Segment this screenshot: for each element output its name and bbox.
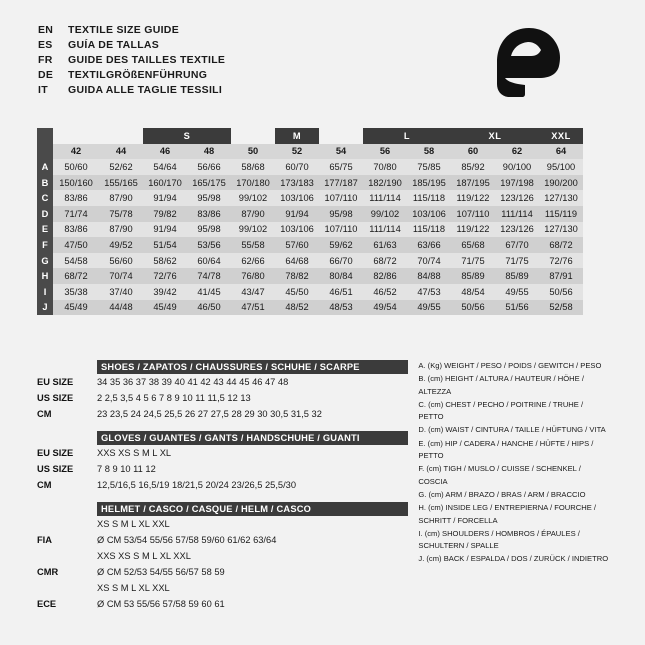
cell: 49/52 — [99, 237, 143, 253]
shoes-row-label-cm: CM — [37, 409, 52, 419]
cell: 95/100 — [539, 159, 583, 175]
header-lang-code: IT — [38, 84, 48, 96]
row-label-g: G — [37, 253, 53, 269]
cell: 107/110 — [319, 222, 363, 238]
cell: 74/78 — [187, 268, 231, 284]
cell: 107/110 — [319, 190, 363, 206]
gloves-table — [37, 445, 408, 493]
cell: 182/190 — [363, 175, 407, 191]
shoes-row-label-us: US SIZE — [37, 393, 74, 403]
cell: 87/90 — [231, 206, 275, 222]
row-label-f: F — [37, 237, 53, 253]
header-row — [38, 84, 225, 96]
group-cell-blank3 — [99, 128, 143, 144]
row-label-a: A — [37, 159, 53, 175]
table-group-header-row — [37, 128, 609, 144]
cell: 71/75 — [495, 253, 539, 269]
group-label-l: L — [363, 128, 451, 144]
number-header-54: 54 — [319, 144, 363, 160]
cell: 190/200 — [539, 175, 583, 191]
group-label-m: M — [275, 128, 319, 144]
cell: 115/119 — [539, 206, 583, 222]
table-row — [37, 516, 408, 532]
header — [38, 24, 225, 99]
table-row — [37, 206, 609, 222]
cell: 63/66 — [407, 237, 451, 253]
legend-column — [408, 360, 609, 621]
group-cell-gap1 — [231, 128, 275, 144]
helmet-table — [37, 516, 408, 612]
cell: 68/72 — [363, 253, 407, 269]
table-row — [37, 548, 408, 564]
cell: 43/47 — [231, 284, 275, 300]
legend-item-a: A. (Kg) WEIGHT / PESO / POIDS / GEWITCH / PESO — [418, 361, 602, 370]
cell: 90/100 — [495, 159, 539, 175]
helmet-row-label-ece: ECE — [37, 599, 57, 609]
cell: 72/76 — [143, 268, 187, 284]
lower-section — [37, 360, 609, 621]
shoes-title: SHOES / ZAPATOS / CHAUSSURES / SCHUHE / SCARPE — [97, 360, 408, 374]
number-header-64: 64 — [539, 144, 583, 160]
cell: 82/86 — [363, 268, 407, 284]
cell: 91/94 — [143, 222, 187, 238]
table-row — [37, 596, 408, 612]
cell: 150/160 — [53, 175, 99, 191]
legend-item-h: H. (cm) INSIDE LEG / ENTREPIERNA / FOURCHE / SCHRITT / FORCELLA — [418, 503, 597, 525]
lower-left-column — [37, 360, 408, 621]
header-title-fr: GUIDE DES TAILLES TEXTILE — [68, 54, 226, 66]
table-row — [37, 580, 408, 596]
cell: 107/110 — [451, 206, 495, 222]
cell: 49/55 — [495, 284, 539, 300]
cell: 48/53 — [319, 300, 363, 316]
cell: 127/130 — [539, 222, 583, 238]
cell: 70/74 — [407, 253, 451, 269]
cell: 35/38 — [53, 284, 99, 300]
cell: 62/66 — [231, 253, 275, 269]
helmet-size-header-1: XS S M L XL XXL — [97, 519, 170, 529]
cell: 45/49 — [53, 300, 99, 316]
cell: 71/74 — [53, 206, 99, 222]
cell: 127/130 — [539, 190, 583, 206]
cell: 187/195 — [451, 175, 495, 191]
header-lang-code: DE — [38, 69, 54, 81]
cell: 45/50 — [275, 284, 319, 300]
cell: 123/126 — [495, 222, 539, 238]
cell: 65/68 — [451, 237, 495, 253]
helmet-block — [37, 502, 408, 612]
shoes-row-values-us: 2 2,5 3,5 4 5 6 7 8 9 10 11 11,5 12 13 — [97, 393, 251, 403]
number-header-58: 58 — [407, 144, 451, 160]
helmet-size-header-2: XXS XS S M L XL XXL — [97, 551, 191, 561]
helmet-row-label-blank2 — [37, 548, 97, 564]
cell: 61/63 — [363, 237, 407, 253]
cell: 91/94 — [275, 206, 319, 222]
header-row — [38, 39, 225, 51]
legend-item-e: E. (cm) HIP / CADERA / HANCHE / HÜFTE / HIPS / PETTO — [418, 438, 594, 461]
number-header-56: 56 — [363, 144, 407, 160]
header-row — [38, 54, 225, 66]
cell: 52/58 — [539, 300, 583, 316]
gloves-row-label-cm: CM — [37, 480, 52, 490]
cell: 47/53 — [407, 284, 451, 300]
cell: 83/86 — [53, 190, 99, 206]
gloves-row-label-eu: EU SIZE — [37, 448, 74, 458]
row-label-d: D — [37, 206, 53, 222]
table-row — [37, 477, 408, 493]
gloves-title: GLOVES / GUANTES / GANTS / HANDSCHUHE / GUANTI — [97, 431, 408, 445]
cell: 48/54 — [451, 284, 495, 300]
cell: 56/66 — [187, 159, 231, 175]
cell: 70/74 — [99, 268, 143, 284]
cell: 197/198 — [495, 175, 539, 191]
table-row — [37, 390, 408, 406]
table-row — [37, 190, 609, 206]
cell: 50/56 — [539, 284, 583, 300]
cell: 50/60 — [53, 159, 99, 175]
cell: 84/88 — [407, 268, 451, 284]
number-header-62: 62 — [495, 144, 539, 160]
gloves-row-values-eu: XXS XS S M L XL — [97, 448, 172, 458]
table-row — [37, 268, 609, 284]
cell: 51/56 — [495, 300, 539, 316]
cell: 119/122 — [451, 222, 495, 238]
cell: 47/50 — [53, 237, 99, 253]
legend-item-d: D. (cm) WAIST / CINTURA / TAILLE / HÜFTUNG / VITA — [418, 425, 606, 435]
cell: 103/106 — [275, 190, 319, 206]
table-row — [37, 222, 609, 238]
table-row — [37, 406, 408, 422]
cell: 68/72 — [539, 237, 583, 253]
cell: 87/90 — [99, 222, 143, 238]
cell: 95/98 — [187, 190, 231, 206]
cell: 58/68 — [231, 159, 275, 175]
table-number-header-row — [37, 144, 609, 160]
cell: 68/72 — [53, 268, 99, 284]
group-label-xl: XL — [451, 128, 539, 144]
cell: 76/80 — [231, 268, 275, 284]
cell: 45/49 — [143, 300, 187, 316]
cell: 51/54 — [143, 237, 187, 253]
cell: 87/91 — [539, 268, 583, 284]
cell: 119/122 — [451, 190, 495, 206]
cell: 37/40 — [99, 284, 143, 300]
cell: 41/45 — [187, 284, 231, 300]
cell: 46/51 — [319, 284, 363, 300]
header-lang-code: ES — [38, 39, 53, 51]
number-header-52: 52 — [275, 144, 319, 160]
helmet-row-values-fia: Ø CM 53/54 55/56 57/58 59/60 61/62 63/64 — [97, 535, 277, 545]
helmet-size-header-3: XS S M L XL XXL — [97, 583, 170, 593]
cell: 52/62 — [99, 159, 143, 175]
cell: 95/98 — [319, 206, 363, 222]
helmet-row-values-ece: Ø CM 53 55/56 57/58 59 60 61 — [97, 599, 225, 609]
cell: 103/106 — [407, 206, 451, 222]
cell: 60/70 — [275, 159, 319, 175]
cell: 103/106 — [275, 222, 319, 238]
gloves-row-label-us: US SIZE — [37, 464, 74, 474]
cell: 173/183 — [275, 175, 319, 191]
size-table — [37, 128, 609, 315]
legend-item-c: C. (cm) CHEST / PECHO / POITRINE / TRUHE / PETTO — [418, 399, 584, 422]
header-lang-code: FR — [38, 54, 53, 66]
cell: 165/175 — [187, 175, 231, 191]
helmet-row-values-cmr: Ø CM 52/53 54/55 56/57 58 59 — [97, 567, 225, 577]
number-header-50: 50 — [231, 144, 275, 160]
helmet-title: HELMET / CASCO / CASQUE / HELM / CASCO — [97, 502, 408, 516]
table-row — [37, 532, 408, 548]
cell: 44/48 — [99, 300, 143, 316]
header-row — [38, 24, 225, 36]
row-label-h: H — [37, 268, 53, 284]
header-title-de: TEXTILGRÖßENFÜHRUNG — [68, 69, 208, 81]
cell: 80/84 — [319, 268, 363, 284]
table-row — [37, 253, 609, 269]
shoes-row-values-cm: 23 23,5 24 24,5 25,5 26 27 27,5 28 29 30 30,5 31,5 32 — [97, 409, 322, 419]
helmet-icon — [491, 26, 567, 104]
cell: 49/55 — [407, 300, 451, 316]
cell: 99/102 — [231, 222, 275, 238]
table-row — [37, 284, 609, 300]
table-row — [37, 175, 609, 191]
header-title-en: TEXTILE SIZE GUIDE — [68, 24, 179, 36]
cell: 111/114 — [495, 206, 539, 222]
table-row — [37, 374, 408, 390]
cell: 155/165 — [99, 175, 143, 191]
cell: 55/58 — [231, 237, 275, 253]
group-cell-gap3 — [583, 128, 609, 144]
cell: 79/82 — [143, 206, 187, 222]
cell: 72/76 — [539, 253, 583, 269]
legend-item-i: I. (cm) SHOULDERS / HOMBROS / ÉPAULES / SCHULTERN / SPALLE — [418, 528, 580, 551]
measurement-legend — [418, 360, 609, 566]
cell: 95/98 — [187, 222, 231, 238]
table-row — [37, 300, 609, 316]
shoes-table — [37, 374, 408, 422]
cell: 185/195 — [407, 175, 451, 191]
table-row — [37, 237, 609, 253]
header-lang-code: EN — [38, 24, 54, 36]
cell: 85/89 — [495, 268, 539, 284]
row-label-j: J — [37, 300, 53, 316]
cell: 46/52 — [363, 284, 407, 300]
group-cell-blank2 — [53, 128, 99, 144]
shoes-row-values-eu: 34 35 36 37 38 39 40 41 42 43 44 45 46 47 48 — [97, 377, 289, 387]
cell: 160/170 — [143, 175, 187, 191]
shoes-row-label-eu: EU SIZE — [37, 377, 74, 387]
cell: 85/92 — [451, 159, 495, 175]
legend-item-b: B. (cm) HEIGHT / ALTURA / HAUTEUR / HÖHE / ALTEZZA — [418, 374, 584, 396]
cell: 66/70 — [319, 253, 363, 269]
number-header-blank — [37, 144, 53, 160]
number-header-44: 44 — [99, 144, 143, 160]
cell: 58/62 — [143, 253, 187, 269]
group-label-s: S — [143, 128, 231, 144]
number-header-48: 48 — [187, 144, 231, 160]
cell: 50/56 — [451, 300, 495, 316]
cell: 83/86 — [53, 222, 99, 238]
helmet-row-label-blank3 — [37, 580, 97, 596]
table-row — [37, 564, 408, 580]
group-label-xxl: XXL — [539, 128, 583, 144]
cell: 87/90 — [99, 190, 143, 206]
header-title-it: GUIDA ALLE TAGLIE TESSILI — [68, 84, 223, 96]
header-title-es: GUÍA DE TALLAS — [68, 39, 160, 51]
legend-item-g: G. (cm) ARM / BRAZO / BRAS / ARM / BRACCIO — [418, 489, 586, 499]
cell: 48/52 — [275, 300, 319, 316]
number-header-60: 60 — [451, 144, 495, 160]
cell: 60/64 — [187, 253, 231, 269]
main-size-table — [37, 128, 609, 315]
row-label-i: I — [37, 284, 53, 300]
helmet-header-label-blank — [37, 516, 97, 532]
group-cell-blank — [37, 128, 53, 144]
cell: 170/180 — [231, 175, 275, 191]
cell: 56/60 — [99, 253, 143, 269]
cell: 115/118 — [407, 222, 451, 238]
cell: 111/114 — [363, 222, 407, 238]
cell: 123/126 — [495, 190, 539, 206]
gloves-row-values-cm: 12,5/16,5 16,5/19 18/21,5 20/24 23/26,5 25,5/30 — [97, 480, 297, 490]
legend-item-f: F. (cm) TIGH / MUSLO / CUISSE / SCHENKEL / COSCIA — [418, 464, 581, 486]
gloves-block — [37, 431, 408, 493]
cell: 75/78 — [99, 206, 143, 222]
cell: 65/75 — [319, 159, 363, 175]
helmet-row-label-cmr: CMR — [37, 567, 59, 577]
cell: 53/56 — [187, 237, 231, 253]
cell: 78/82 — [275, 268, 319, 284]
group-cell-gap2 — [319, 128, 363, 144]
cell: 54/64 — [143, 159, 187, 175]
cell: 57/60 — [275, 237, 319, 253]
cell: 71/75 — [451, 253, 495, 269]
helmet-row-label-fia: FIA — [37, 535, 52, 545]
cell: 70/80 — [363, 159, 407, 175]
cell: 64/68 — [275, 253, 319, 269]
number-header-42: 42 — [53, 144, 99, 160]
gloves-row-values-us: 7 8 9 10 11 12 — [97, 464, 156, 474]
cell: 49/54 — [363, 300, 407, 316]
table-row — [37, 445, 408, 461]
cell: 85/89 — [451, 268, 495, 284]
table-row — [37, 159, 609, 175]
row-label-c: C — [37, 190, 53, 206]
cell: 67/70 — [495, 237, 539, 253]
header-row — [38, 69, 225, 81]
cell: 46/50 — [187, 300, 231, 316]
legend-item-j: J. (cm) BACK / ESPALDA / DOS / ZURÜCK / INDIETRO — [418, 554, 609, 564]
cell: 54/58 — [53, 253, 99, 269]
cell: 111/114 — [363, 190, 407, 206]
cell: 177/187 — [319, 175, 363, 191]
table-row — [37, 461, 408, 477]
cell: 99/102 — [363, 206, 407, 222]
cell: 47/51 — [231, 300, 275, 316]
row-label-e: E — [37, 222, 53, 238]
shoes-block — [37, 360, 408, 422]
row-label-b: B — [37, 175, 53, 191]
cell: 59/62 — [319, 237, 363, 253]
cell: 75/85 — [407, 159, 451, 175]
cell: 39/42 — [143, 284, 187, 300]
cell: 83/86 — [187, 206, 231, 222]
cell: 91/94 — [143, 190, 187, 206]
cell: 115/118 — [407, 190, 451, 206]
cell: 99/102 — [231, 190, 275, 206]
number-header-46: 46 — [143, 144, 187, 160]
